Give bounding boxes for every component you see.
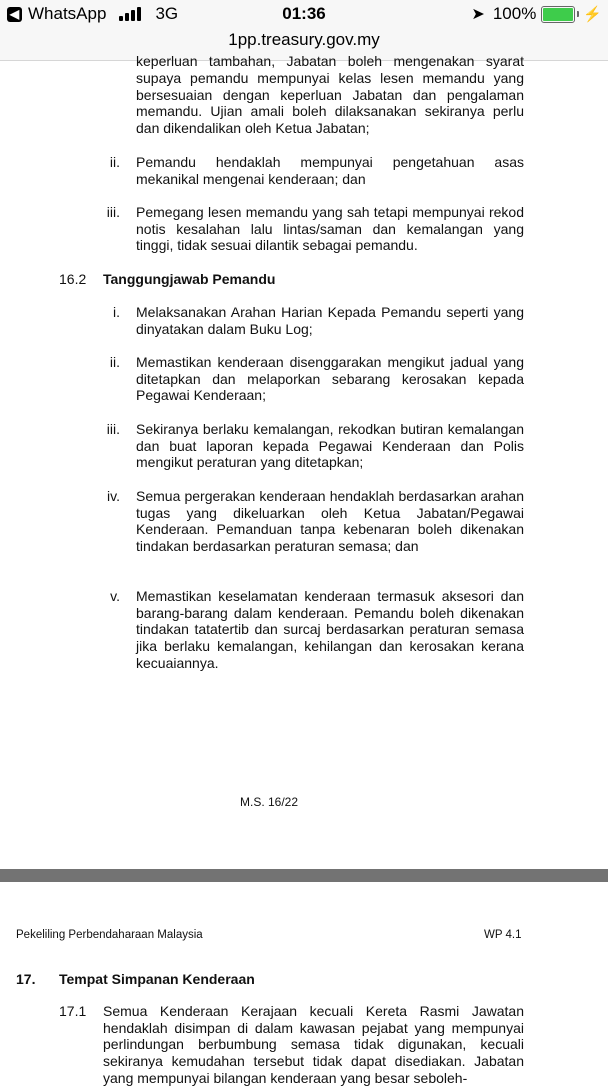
intro-paragraph: supaya pemandu mempunyai kelas lesen memandu yang bersesuaian dengan keperluan Jabatan dan pengalaman memandu. Ujian amali boleh dilaksanakan sekiranya perlu dan dikendalikan oleh Ketua Jabatan;	[136, 70, 524, 137]
section-number: 16.2	[59, 271, 87, 287]
clock: 01:36	[282, 4, 326, 23]
subsection-number: 17.1	[59, 1003, 87, 1019]
page-number: M.S. 16/22	[240, 795, 299, 809]
list-item: Pemegang lesen memandu yang sah tetapi mempunyai rekod notis kesalahan lalu lintas/saman dan kemalangan yang tinggi, tidak sesuai dilantik sebagai pemandu.	[136, 204, 524, 254]
network-type: 3G	[155, 4, 179, 23]
list-item: Memastikan kenderaan disenggarakan mengikut jadual yang ditetapkan dan melaporkan sebarang kerosakan kepada Pegawai Kenderaan;	[136, 354, 524, 404]
doc-header-right: WP 4.1	[484, 929, 522, 941]
doc-header-left: Pekeliling Perbendaharaan Malaysia	[16, 929, 203, 941]
list-number: iii.	[106, 204, 120, 220]
document-page-2[interactable]	[0, 882, 608, 1086]
section-title: Tempat Simpanan Kenderaan	[59, 971, 255, 987]
subsection-text: Semua Kenderaan Kerajaan kecuali Kereta Rasmi Jawatan hendaklah disimpan di dalam kawasan pejabat yang mempunyai perlindungan berbumbung semasa tidak digunakan, kecuali sekiranya kemudahan tersebut tidak dapat disediakan. Jabatan yang mempunyai bilangan kenderaan yang besar seboleh-	[103, 1003, 524, 1086]
list-number: iv.	[107, 488, 120, 504]
list-item: Pemandu hendaklah mempunyai pengetahuan asas mekanikal mengenai kenderaan; dan	[136, 154, 524, 187]
section-number: 17.	[16, 971, 36, 987]
list-number: ii.	[109, 154, 120, 170]
location-arrow-icon: ➤	[471, 6, 485, 23]
intro-line-1: keperluan tambahan, Jabatan boleh mengenakan syarat	[136, 53, 524, 69]
list-item: Semua pergerakan kenderaan hendaklah berdasarkan arahan tugas yang dikeluarkan oleh Ketua Jabatan/Pegawai Kenderaan. Pemanduan tanpa kebenaran boleh dikenakan tindakan berdasarkan peraturan semasa; dan	[136, 488, 524, 555]
charging-bolt-icon: ⚡	[583, 6, 602, 23]
page-separator	[0, 869, 608, 882]
list-number: i.	[113, 304, 120, 320]
list-item: Sekiranya berlaku kemalangan, rekodkan butiran kemalangan dan buat laporan kepada Pegawai Kenderaan dan Polis mengikut peraturan yang ditetapkan;	[136, 421, 524, 471]
battery-percent: 100%	[492, 4, 537, 23]
list-number: v.	[110, 588, 120, 604]
list-number: ii.	[109, 354, 120, 370]
section-title: Tanggungjawab Pemandu	[103, 271, 276, 287]
list-item: Melaksanakan Arahan Harian Kepada Pemandu seperti yang dinyatakan dalam Buku Log;	[136, 304, 524, 337]
list-number: iii.	[106, 421, 120, 437]
url-text: 1pp.treasury.gov.my	[228, 30, 380, 49]
list-item: Memastikan keselamatan kenderaan termasuk aksesori dan barang-barang dalam kenderaan. Pemandu boleh dikenakan tindakan tatatertib dan surcaj berdasarkan peraturan semasa jika berlaku kemalangan, kehilangan dan kerosakan kerana kecuaiannya.	[136, 588, 524, 671]
back-app-label: WhatsApp	[28, 4, 107, 23]
back-arrow-icon: ◀	[7, 7, 22, 22]
